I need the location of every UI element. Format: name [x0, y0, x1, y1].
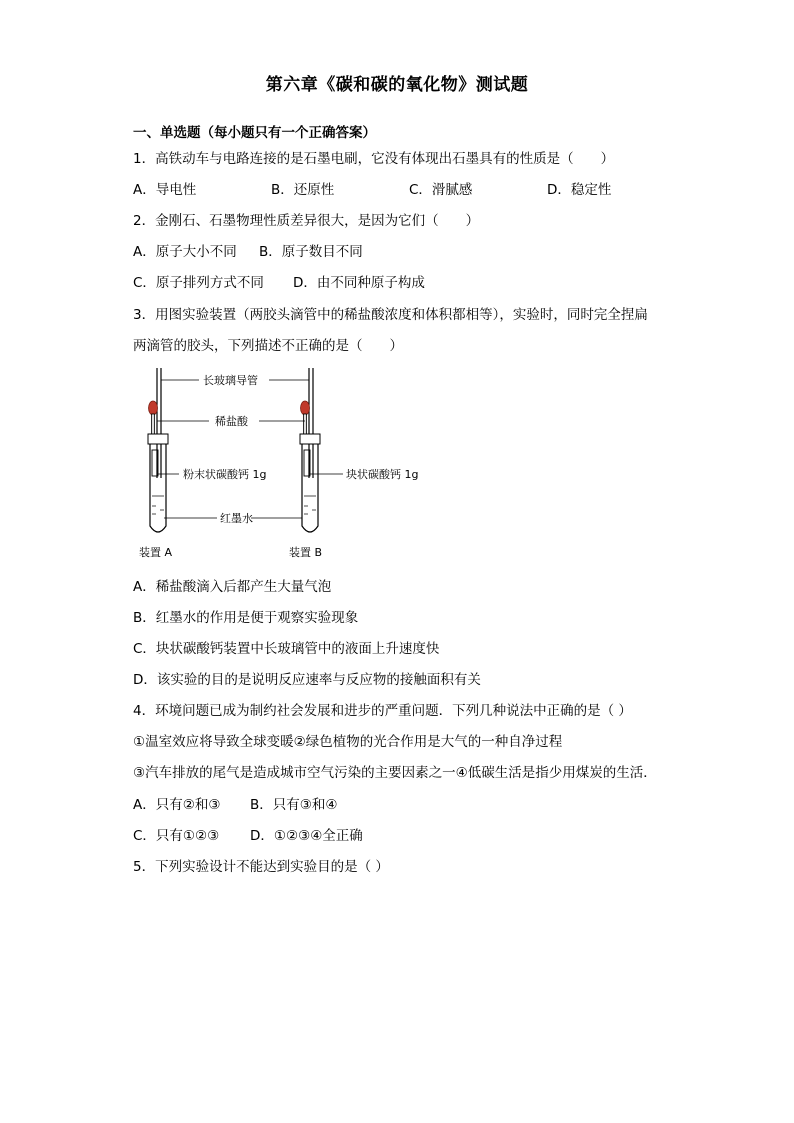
question-4-stem: 4．环境问题已成为制约社会发展和进步的严重问题．下列几种说法中正确的是（ ）: [133, 703, 632, 719]
q4-option-d: D．①②③④全正确: [250, 828, 363, 844]
question-1-stem: 1．高铁动车与电路连接的是石墨电刷，它没有体现出石墨具有的性质是（ ）: [133, 151, 615, 167]
q4-option-a: A．只有②和③: [133, 797, 221, 813]
apparatus-b: [300, 368, 320, 532]
q1-option-b: B．还原性: [271, 182, 335, 198]
apparatus-a: [148, 368, 168, 532]
label-apparatus-b: 装置 B: [289, 546, 323, 559]
label-long-glass-tube: 长玻璃导管: [203, 374, 258, 387]
question-2-stem: 2．金刚石、石墨物理性质差异很大，是因为它们（ ）: [133, 213, 480, 229]
label-apparatus-a: 装置 A: [139, 546, 173, 559]
q3-option-a: A．稀盐酸滴入后都产生大量气泡: [133, 579, 332, 595]
section-heading: 一、单选题（每小题只有一个正确答案）: [133, 125, 376, 141]
q3-option-c: C．块状碳酸钙装置中长玻璃管中的液面上升速度快: [133, 641, 440, 657]
q2-option-a: A．原子大小不同: [133, 244, 237, 260]
label-powder-caco3: 粉末状碳酸钙 1g: [183, 468, 267, 481]
q4-option-b: B．只有③和④: [250, 797, 338, 813]
question-3-stem-line2: 两滴管的胶头，下列描述不正确的是（ ）: [133, 338, 403, 354]
q2-option-d: D．由不同种原子构成: [293, 275, 425, 291]
question-3-stem-line1: 3．用图实验装置（两胶头滴管中的稀盐酸浓度和体积都相等），实验时，同时完全捏扁: [133, 307, 648, 323]
label-block-caco3: 块状碳酸钙 1g: [346, 468, 419, 481]
experiment-apparatus-figure: [133, 366, 433, 566]
q2-option-b: B．原子数目不同: [259, 244, 363, 260]
q1-option-d: D．稳定性: [547, 182, 612, 198]
q4-option-c: C．只有①②③: [133, 828, 220, 844]
q4-statement-line2: ③汽车排放的尾气是造成城市空气污染的主要因素之一④低碳生活是指少用煤炭的生活．: [133, 765, 657, 781]
q2-option-c: C．原子排列方式不同: [133, 275, 264, 291]
label-red-ink: 红墨水: [220, 512, 253, 525]
question-5-stem: 5．下列实验设计不能达到实验目的是（ ）: [133, 859, 389, 875]
q3-option-d: D．该实验的目的是说明反应速率与反应物的接触面积有关: [133, 672, 481, 688]
page-title: 第六章《碳和碳的氧化物》测试题: [265, 75, 529, 95]
apparatus-diagram: [133, 366, 433, 566]
label-dilute-hcl: 稀盐酸: [215, 415, 248, 428]
q1-option-c: C．滑腻感: [409, 182, 473, 198]
q3-option-b: B．红墨水的作用是便于观察实验现象: [133, 610, 359, 626]
q4-statement-line1: ①温室效应将导致全球变暖②绿色植物的光合作用是大气的一种自净过程: [133, 734, 563, 750]
q1-option-a: A．导电性: [133, 182, 197, 198]
